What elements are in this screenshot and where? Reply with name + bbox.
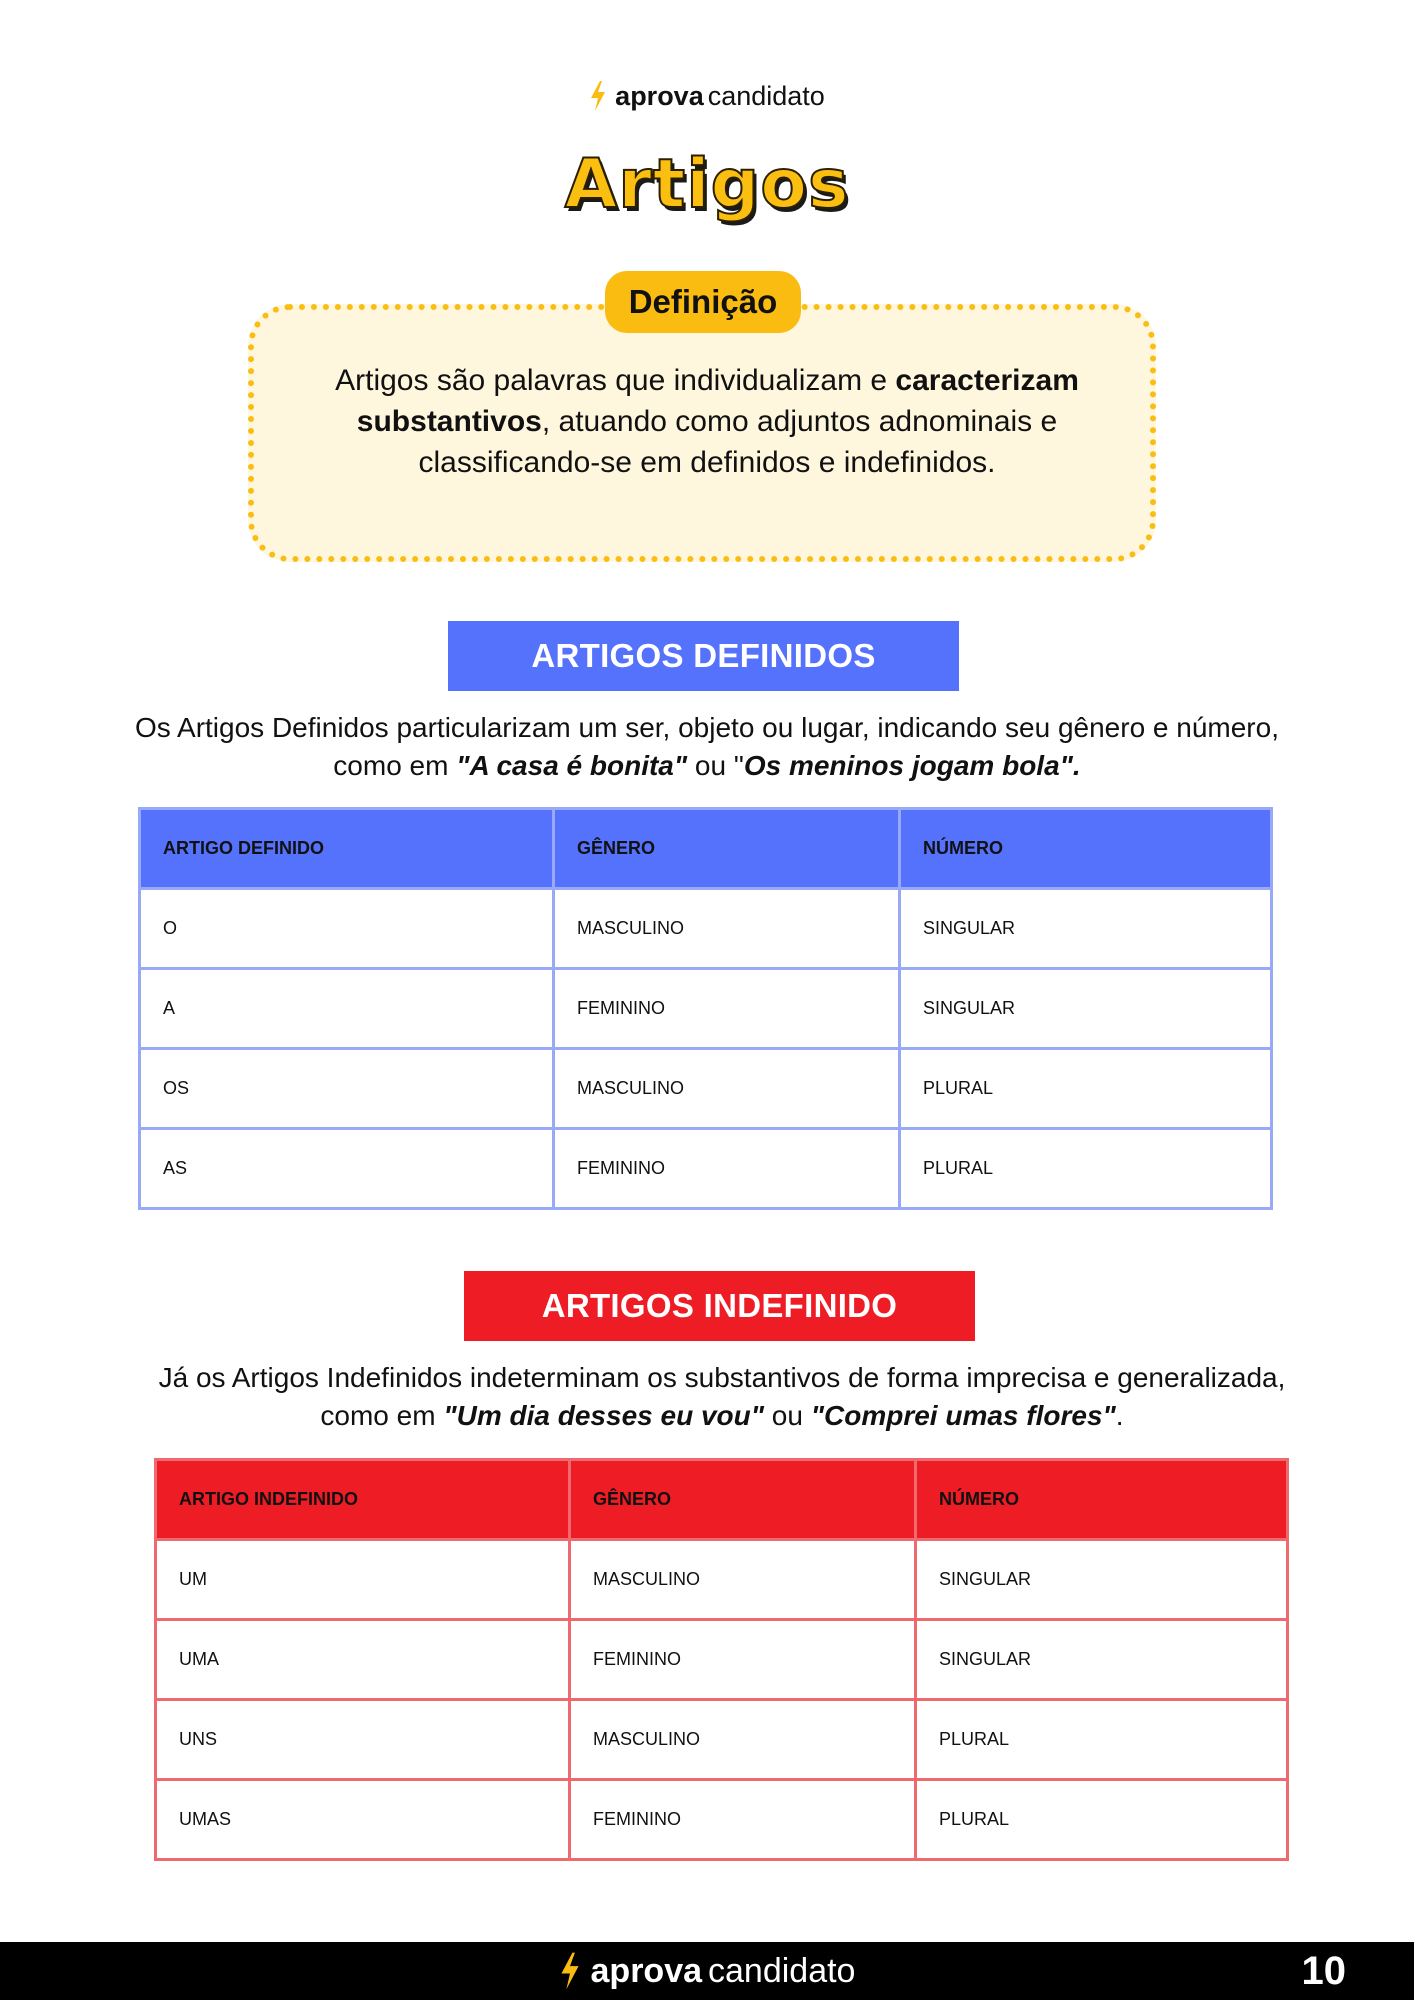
table-row [156,1540,1288,1620]
section-description-definidos: Os Artigos Definidos particularizam um ser, objeto ou lugar, indicando seu gênero e número, como em "A casa é bonita" ou "Os meninos jogam bola". [135,712,1279,781]
table-cell: PLURAL [900,1049,1272,1129]
table-cell: FEMININO [554,1129,900,1209]
page-footer [0,1942,1414,2000]
footer-brand-bold: aprova [590,1951,703,1990]
table-cell: SINGULAR [900,889,1272,969]
brand-logo [0,76,1414,116]
table-header-row [156,1460,1288,1540]
table-cell: UMAS [156,1780,570,1860]
table-cell: PLURAL [916,1700,1288,1780]
table-cell: FEMININO [570,1620,916,1700]
column-header: ARTIGO INDEFINIDO [156,1460,570,1540]
lightning-bolt-icon [589,81,607,111]
page-title: Artigos [564,145,850,224]
footer-brand-light: candidato [708,1951,856,1990]
section-description-indefinidos: Já os Artigos Indefinidos indeterminam os substantivos de forma imprecisa e generalizada, como em "Um dia desses eu vou" ou "Comprei umas flores". [158,1362,1286,1431]
footer-brand-logo [0,1942,1414,2000]
lightning-bolt-icon [559,1952,581,1990]
brand-name-light: candidato [707,81,825,111]
table-cell: PLURAL [916,1780,1288,1860]
table-row [140,889,1272,969]
column-header: NÚMERO [900,809,1272,889]
table-cell: A [140,969,554,1049]
table-cell: UMA [156,1620,570,1700]
table-row [140,1129,1272,1209]
column-header: ARTIGO DEFINIDO [140,809,554,889]
table-artigos-definidos [138,807,1273,1210]
table-cell: FEMININO [570,1780,916,1860]
table-row [156,1780,1288,1860]
definition-text: Artigos são palavras que individualizam e caracterizam substantivos, atuando como adjuntos adnominais e classificando-se em definidos e indefinidos. [335,364,1079,479]
section-heading-definidos: ARTIGOS DEFINIDOS [448,621,959,691]
definition-label: Definição [605,271,801,333]
table-cell: MASCULINO [570,1540,916,1620]
example-text: "A casa é bonita" [456,750,688,781]
table-row [140,1049,1272,1129]
brand-name-bold: aprova [615,81,704,111]
example-text: "Comprei umas flores" [810,1400,1116,1431]
table-cell: SINGULAR [916,1620,1288,1700]
table-cell: FEMININO [554,969,900,1049]
table-cell: MASCULINO [570,1700,916,1780]
table-cell: SINGULAR [916,1540,1288,1620]
table-row [156,1620,1288,1700]
column-header: GÊNERO [570,1460,916,1540]
table-row [140,969,1272,1049]
example-text: "Um dia desses eu vou" [443,1400,765,1431]
table-cell: O [140,889,554,969]
column-header: GÊNERO [554,809,900,889]
table-header-row [140,809,1272,889]
table-cell: OS [140,1049,554,1129]
table-cell: SINGULAR [900,969,1272,1049]
table-cell: UM [156,1540,570,1620]
column-header: NÚMERO [916,1460,1288,1540]
table-cell: PLURAL [900,1129,1272,1209]
definition-highlight: caracterizam substantivos [356,364,1079,438]
table-artigos-indefinidos [154,1458,1289,1861]
table-row [156,1700,1288,1780]
table-cell: MASCULINO [554,1049,900,1129]
table-cell: UNS [156,1700,570,1780]
page-number: 10 [1301,1948,1346,1993]
section-heading-indefinidos: ARTIGOS INDEFINIDO [464,1271,975,1341]
example-text: Os meninos jogam bola". [743,750,1081,781]
table-cell: MASCULINO [554,889,900,969]
table-cell: AS [140,1129,554,1209]
